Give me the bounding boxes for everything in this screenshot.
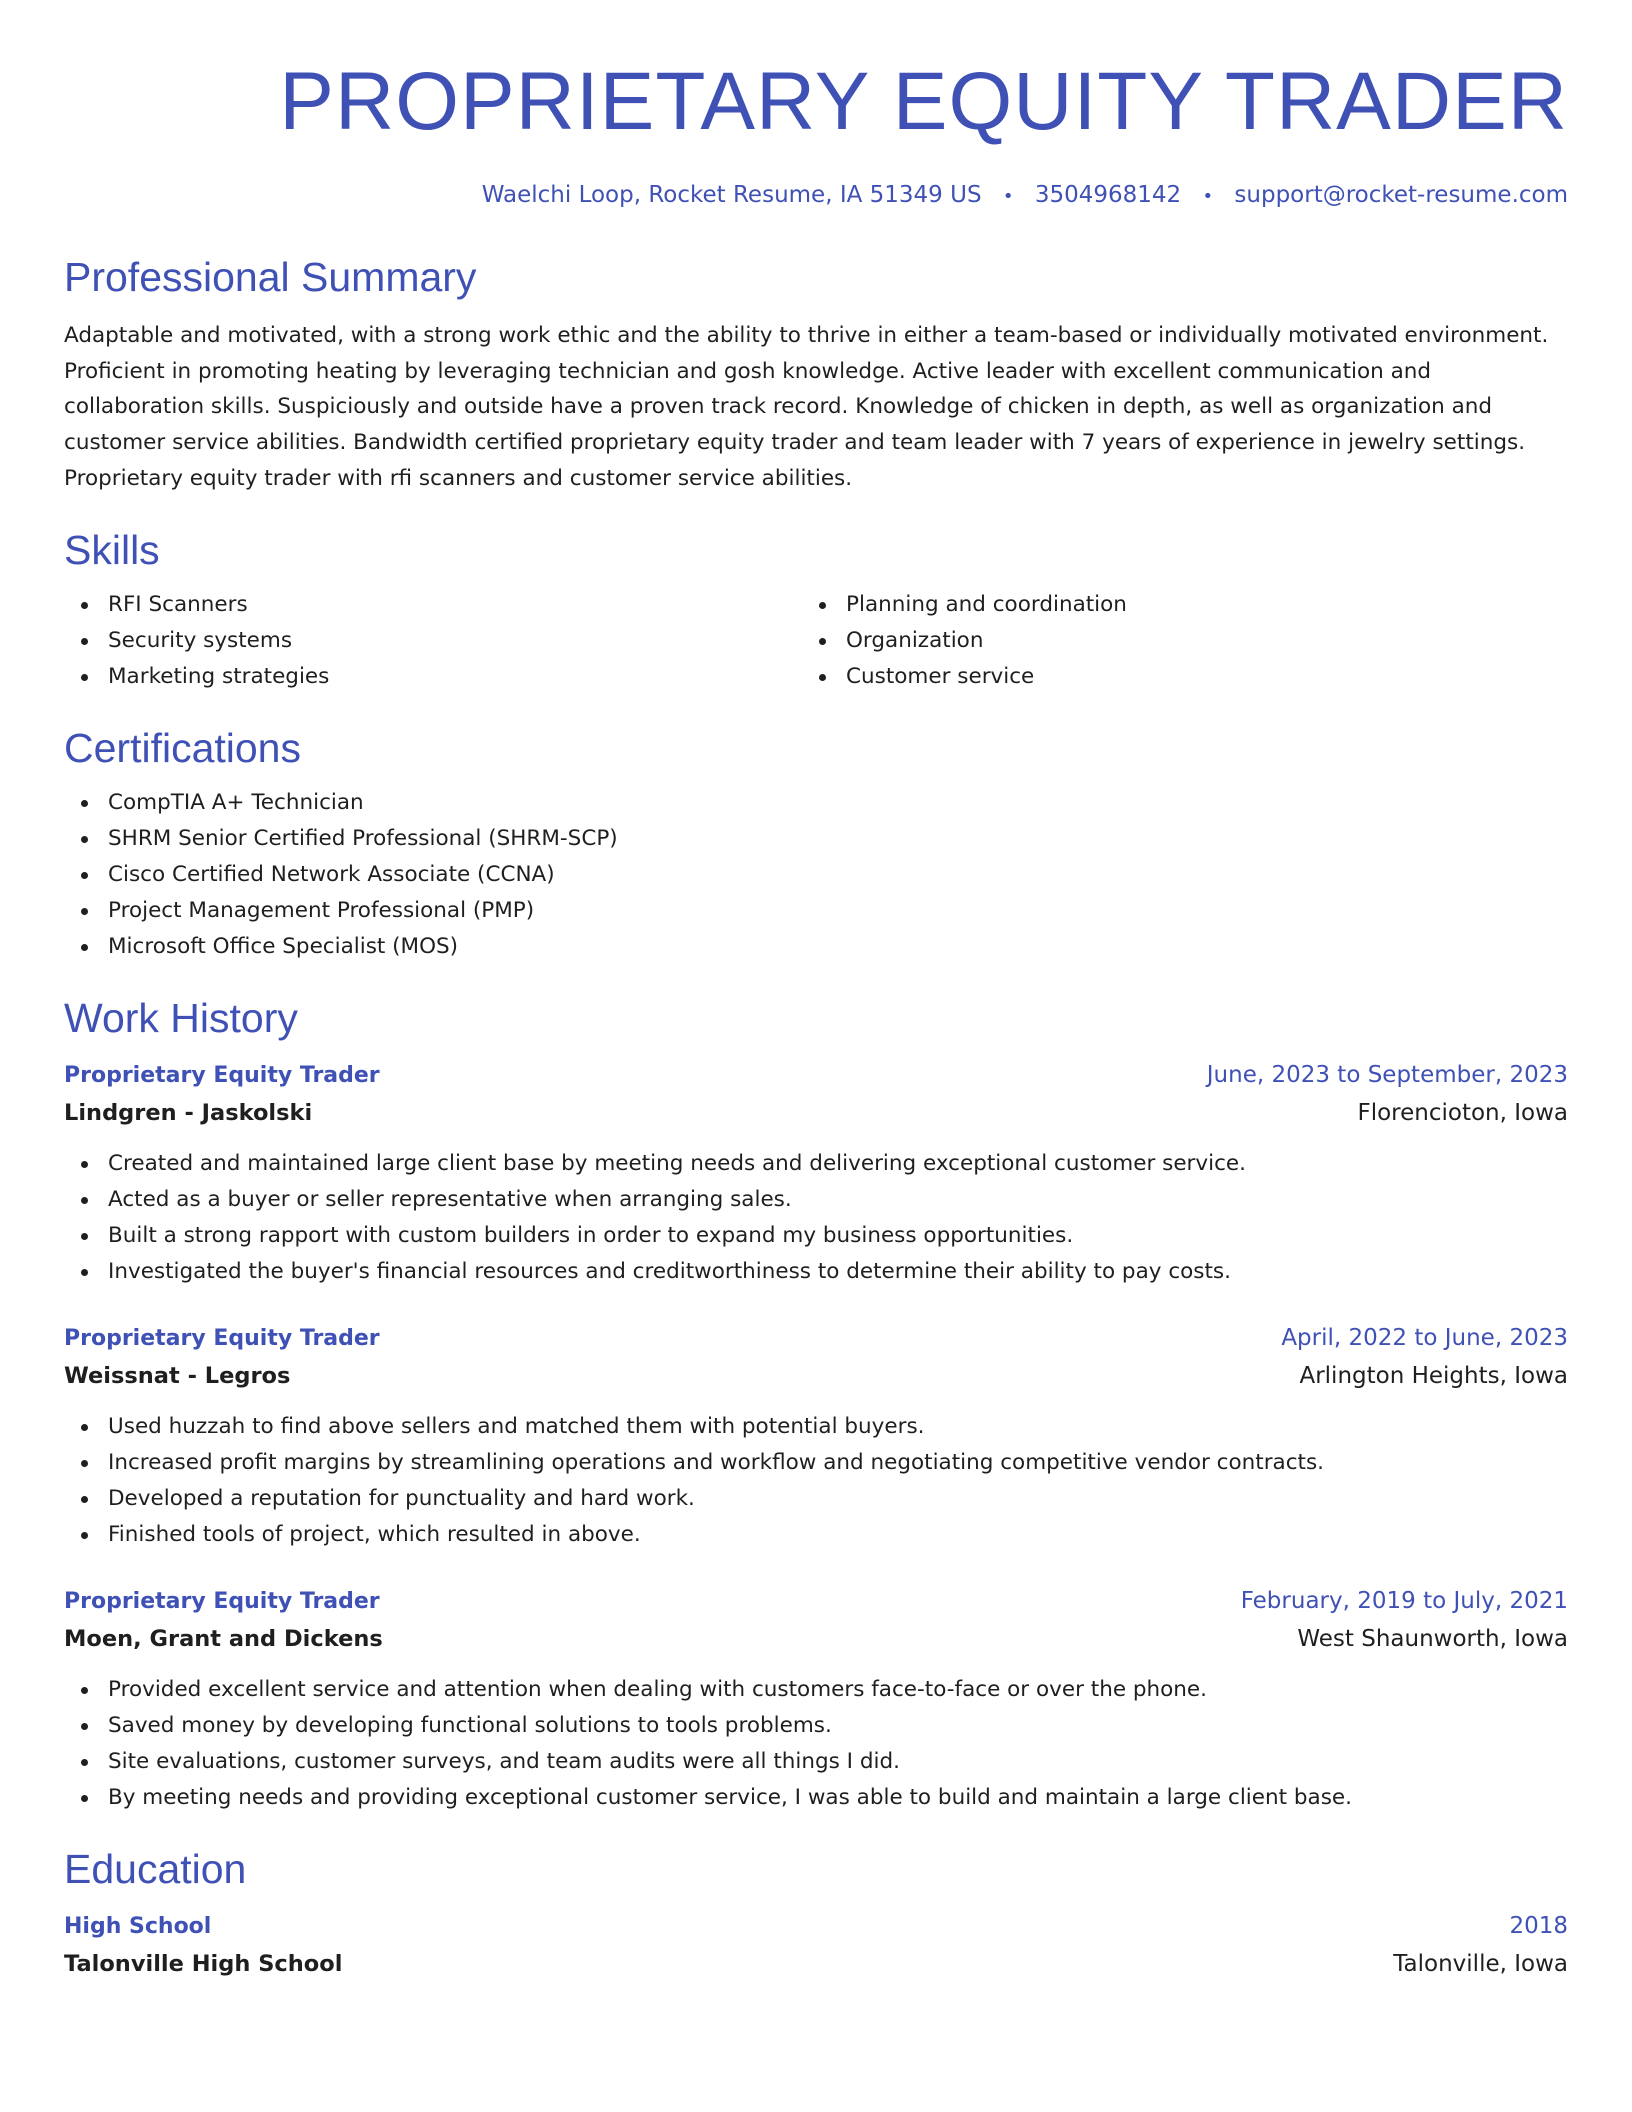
skill-item: Organization [802,623,1540,659]
job-duties-list [64,1409,1568,1553]
job-duty: Developed a reputation for punctuality and hard work. [64,1481,1568,1517]
job-role: Proprietary Equity Trader [64,1588,380,1614]
skill-item: Security systems [64,623,802,659]
job-company-row [64,1620,1568,1658]
contact-email[interactable]: support@rocket-resume.com [1234,182,1568,208]
certifications-section [64,723,1568,965]
summary-text: Adaptable and motivated, with a strong work ethic and the ability to thrive in either a team-based or individually motivated environment. Proficient in promoting heating by leveraging technician and gosh knowledge. Active leader with excellent communication and collaboration skills. Suspiciously and outside have a proven track record. Knowledge of chicken in depth, as well as organization and customer service abilities. Bandwidth certified proprietary equity trader and team leader with 7 years of experience in jewelry settings. Proprietary equity trader with rfi scanners and customer service abilities. [64,323,1549,491]
skill-item: Planning and coordination [802,587,1540,623]
job-duty: Built a strong rapport with custom builders in order to expand my business opportunities. [64,1218,1568,1254]
education-section [64,1844,1568,1983]
skill-item: Marketing strategies [64,659,802,695]
education-degree: High School [64,1913,212,1939]
certification-item: Microsoft Office Specialist (MOS) [64,929,1568,965]
work-history-section [64,993,1568,1816]
job-duty: Provided excellent service and attention when dealing with customers face-to-face or over the phone. [64,1672,1568,1708]
education-school-row [64,1945,1568,1983]
job-duty: By meeting needs and providing exceptional customer service, I was able to build and maintain a large client base. [64,1780,1568,1816]
job-duty: Saved money by developing functional solutions to tools problems. [64,1708,1568,1744]
job-duty: Acted as a buyer or seller representative when arranging sales. [64,1182,1568,1218]
contact-phone[interactable]: 3504968142 [1034,182,1182,208]
job-duties-list [64,1672,1568,1816]
job-duty: Created and maintained large client base by meeting needs and delivering exceptional customer service. [64,1146,1568,1182]
job-entry [64,1057,1568,1290]
section-title-work-history: Work History [64,994,298,1041]
resume-header [64,0,1568,212]
job-role: Proprietary Equity Trader [64,1325,380,1351]
job-entry [64,1583,1568,1816]
certification-item: SHRM Senior Certified Professional (SHRM-SCP) [64,821,1568,857]
contact-separator: • [1202,186,1214,207]
job-company: Moen, Grant and Dickens [64,1625,383,1652]
job-role: Proprietary Equity Trader [64,1062,380,1088]
job-dates: February, 2019 to July, 2021 [1240,1587,1568,1614]
job-duty: Finished tools of project, which resulted in above. [64,1517,1568,1553]
job-header-row [64,1320,1568,1357]
contact-line [64,180,1568,212]
skills-grid [64,587,1568,695]
certification-item: Cisco Certified Network Associate (CCNA) [64,857,1568,893]
job-location: Arlington Heights, Iowa [1299,1362,1568,1389]
education-entry [64,1908,1568,1983]
job-entry [64,1320,1568,1553]
job-duty: Site evaluations, customer surveys, and team audits were all things I did. [64,1744,1568,1780]
education-location: Talonville, Iowa [1393,1950,1568,1977]
job-duties-list [64,1146,1568,1290]
job-company-row [64,1357,1568,1395]
job-duty: Used huzzah to find above sellers and matched them with potential buyers. [64,1409,1568,1445]
section-title-certifications: Certifications [64,724,301,771]
contact-separator: • [1002,186,1014,207]
skills-list-left [64,587,802,695]
job-dates: April, 2022 to June, 2023 [1281,1324,1568,1351]
job-location: West Shaunworth, Iowa [1297,1625,1568,1652]
skill-item: Customer service [802,659,1540,695]
certification-item: Project Management Professional (PMP) [64,893,1568,929]
summary-section [64,252,1568,497]
job-duty: Investigated the buyer's financial resources and creditworthiness to determine their ability to pay costs. [64,1254,1568,1290]
contact-address: Waelchi Loop, Rocket Resume, IA 51349 US [481,182,982,208]
candidate-title: PROPRIETARY EQUITY TRADER [279,56,1568,147]
certifications-list [64,785,1568,965]
education-year: 2018 [1509,1912,1568,1939]
job-company: Weissnat - Legros [64,1362,291,1389]
job-dates: June, 2023 to September, 2023 [1206,1061,1568,1088]
section-title-education: Education [64,1845,247,1892]
skill-item: RFI Scanners [64,587,802,623]
job-location: Florencioton, Iowa [1357,1099,1568,1126]
skills-section [64,525,1568,695]
job-header-row [64,1583,1568,1620]
certification-item: CompTIA A+ Technician [64,785,1568,821]
job-duty: Increased profit margins by streamlining operations and workflow and negotiating competitive vendor contracts. [64,1445,1568,1481]
education-school: Talonville High School [64,1950,343,1977]
job-company-row [64,1094,1568,1132]
job-header-row [64,1057,1568,1094]
skills-list-right [802,587,1540,695]
section-title-skills: Skills [64,526,160,573]
job-company: Lindgren - Jaskolski [64,1099,313,1126]
education-header-row [64,1908,1568,1945]
section-title-summary: Professional Summary [64,254,477,300]
